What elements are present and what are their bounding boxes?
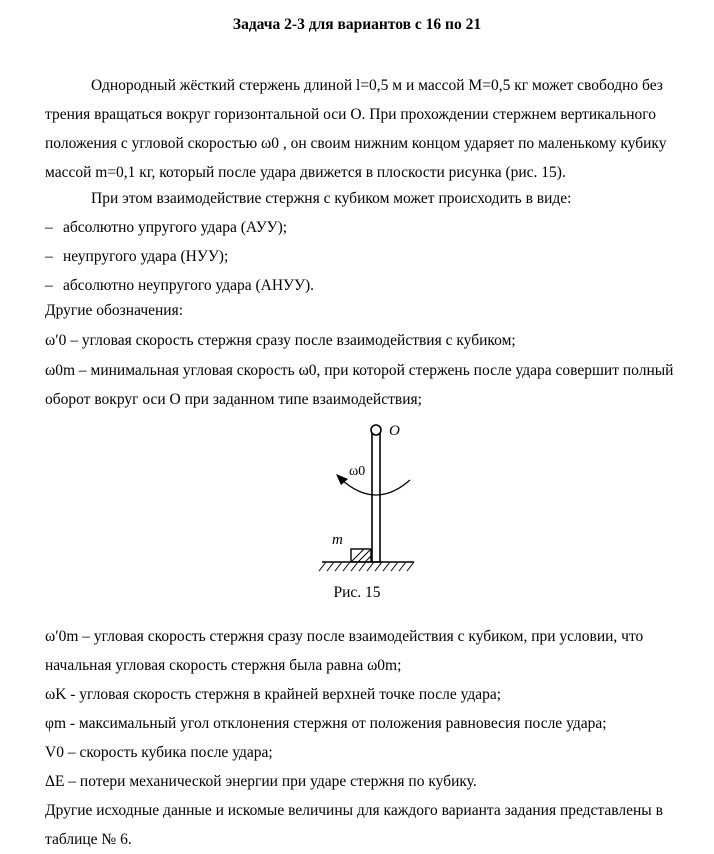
pivot-axis	[371, 425, 381, 435]
notation-omega-k: ωK - угловая скорость стержня в крайней верхней точке после удара;	[45, 686, 502, 703]
ground-hatching	[319, 562, 414, 571]
notation-delta-e: ΔE – потери механической энергии при ударе стержня по кубику.	[45, 773, 477, 790]
notation-phi-m: φm - максимальный угол отклонения стержня от положения равновесия после удара;	[45, 715, 607, 732]
intro-paragraph	[45, 71, 695, 187]
interaction-intro: При этом взаимодействие стержня с кубиком может происходить в виде:	[91, 190, 572, 207]
figure-caption: Рис. 15	[333, 584, 381, 601]
intro-text: Однородный жёсткий стержень длиной l=0,5 м и массой M=0,5 кг может свободно без трения вращаться вокруг горизонтальной оси O. При прохождении стержнем вертикального положения с угловой скоростью ω0 , он своим нижним концом ударяет по маленькому кубику массой m=0,1 кг, который после удара движется в плоскости рисунка (рис. 15).	[45, 77, 667, 181]
notation-omega-prime-0m: ω′0m – угловая скорость стержня сразу после взаимодействия с кубиком, при условии, что начальная угловая скорость стержня была равна ω0m;	[45, 628, 644, 674]
task-title: Задача 2-3 для вариантов с 16 по 21	[232, 16, 482, 33]
impact-item-elastic: – абсолютно упругого удара (АУУ);	[45, 213, 695, 242]
rod	[372, 430, 380, 562]
axis-label: O	[389, 423, 400, 439]
cube	[351, 549, 371, 562]
impact-item-perfectly-inelastic: – абсолютно неупругого удара (АНУУ).	[45, 271, 695, 300]
impact-item-inelastic: – неупругого удара (НУУ);	[45, 242, 695, 271]
notations-header: Другие обозначения:	[45, 302, 184, 319]
notation-omega-0m: ω0m – минимальная угловая скорость ω0, при которой стержень после удара совершит полный оборот вокруг оси O при заданном типе взаимодействия;	[45, 362, 674, 408]
notation-omega-prime-0: ω′0 – угловая скорость стержня сразу после взаимодействия с кубиком;	[45, 332, 516, 349]
notation-v0: V0 – скорость кубика после удара;	[45, 744, 273, 761]
omega-label: ω0	[349, 464, 366, 479]
closing-paragraph: Другие исходные данные и искомые величины для каждого варианта задания представлены в таблице № 6.	[45, 802, 663, 848]
mass-label: m	[332, 532, 343, 548]
